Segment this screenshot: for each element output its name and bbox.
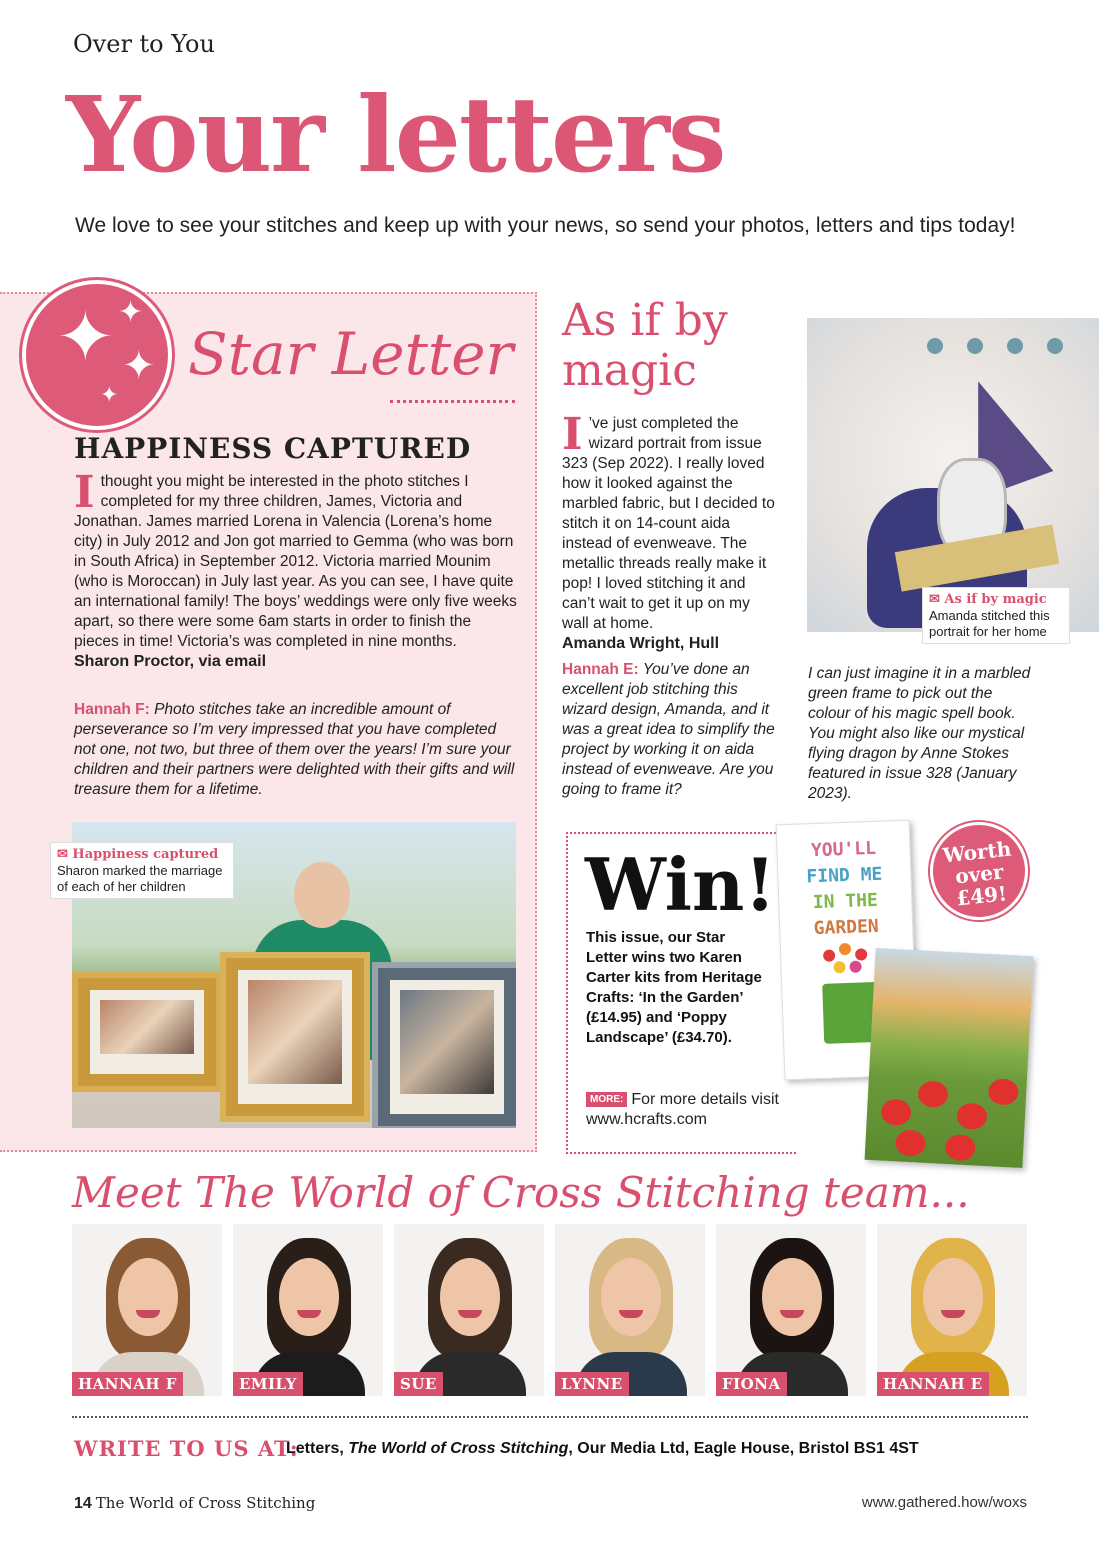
moon-icon (927, 338, 943, 354)
magic-title: As if by magic (562, 295, 728, 396)
letter-text: ’ve just completed the wizard portrait from issue 323 (Sep 2022). I really loved how it looked against the marbled fabric, but I decided to stitch it on 14-count aida instead of evenweave. The metallic threads really make it pop! I loved stitching it and can’t wait to get it up on my wall at home. (562, 415, 775, 632)
team-row (72, 1224, 1028, 1396)
write-to-us-address: Letters, The World of Cross Stitching, Our Media Ltd, Eagle House, Bristol BS1 4ST (286, 1440, 919, 1457)
team-member (72, 1224, 222, 1396)
editor-reply (562, 660, 780, 800)
standfirst: We love to see your stitches and keep up with your news, so send your photos, letters and tips today! (75, 214, 1016, 237)
reply-name: Hannah F: (74, 701, 150, 718)
team-title: Meet The World of Cross Stitching team... (72, 1168, 970, 1217)
worth-badge: Worth over £49! (925, 817, 1033, 925)
reply-text: Photo stitches take an incredible amount of perseverance so I’m very impressed that you have completed not one, not two, but three of them over the years! I’m sure your children and their partners were delighted with their gifts and will treasure them for a lifetime. (74, 701, 515, 798)
win-title: Win! (585, 842, 776, 927)
caption-title: Happiness captured (72, 847, 219, 862)
letter-signature: Sharon Proctor, via email (74, 653, 267, 670)
footer-page-info (74, 1494, 315, 1513)
framed-portrait (372, 962, 516, 1128)
team-member (877, 1224, 1027, 1396)
reply-name: Hannah E: (562, 661, 639, 678)
reply-text: You’ve done an excellent job stitching this wizard design, Amanda, and it was a great idea to simplify the project by working it on aida instead of evenweave. Are you going to frame it? (562, 661, 775, 798)
photo-caption (50, 842, 234, 899)
team-member (394, 1224, 544, 1396)
avatar (440, 1258, 500, 1336)
win-text: This issue, our Star Letter wins two Karen Carter kits from Heritage Crafts: ‘In the Garden’ (£14.95) and ‘Poppy Landscape’ (£34.70). (586, 929, 762, 1046)
more-text[interactable]: For more details visit www.hcrafts.com (586, 1091, 779, 1128)
letter-signature: Amanda Wright, Hull (562, 635, 720, 652)
avatar (601, 1258, 661, 1336)
drop-cap: I (562, 409, 583, 460)
editor-reply (74, 700, 520, 800)
more-tag: MORE: (586, 1092, 627, 1107)
envelope-icon: ✉ (929, 592, 945, 607)
team-member (555, 1224, 705, 1396)
letter-title: HAPPINESS CAPTURED (74, 432, 472, 465)
framed-portrait (220, 952, 370, 1122)
member-name: LYNNE (555, 1372, 629, 1396)
avatar (923, 1258, 983, 1336)
magic-letter-body (562, 409, 780, 654)
member-name: SUE (394, 1372, 443, 1396)
dotted-divider (72, 1416, 1028, 1418)
footer-url[interactable]: www.gathered.how/woxs (861, 1494, 1027, 1511)
member-name: EMILY (233, 1372, 303, 1396)
photo-caption (922, 587, 1070, 644)
framed-portrait (72, 972, 222, 1092)
star-letter-heading: Star Letter (188, 320, 514, 388)
team-member (233, 1224, 383, 1396)
drop-cap: I (74, 467, 95, 518)
member-name: FIONA (716, 1372, 787, 1396)
avatar (762, 1258, 822, 1336)
member-name: HANNAH F (72, 1372, 183, 1396)
write-to-us-label: WRITE TO US AT: (74, 1436, 299, 1461)
star-badge-icon: ✦ ✦ ✦ ✦ (22, 280, 172, 430)
more-info (586, 1090, 791, 1130)
page-title: Your letters (66, 73, 725, 196)
member-name: HANNAH E (877, 1372, 989, 1396)
letter-text: thought you might be interested in the photo stitches I completed for my three children, James, Victoria and Jonathan. James married Lorena in Valencia (Lorena’s home city) in July 2012 and Jon got married to Gemma (who was born in South Africa) in September 2012. Victoria married Mounim (who is Moroccan) in July last year. As you can see, I have quite an international family! The boys’ weddings were only five weeks apart, so there were some 6am starts in order to finish the pieces in time! Victoria’s was completed in nine months. (74, 473, 517, 650)
poppy-kit-image (865, 948, 1034, 1168)
page-number: 14 (74, 1495, 92, 1512)
reply-continued: I can just imagine it in a marbled green frame to pick out the colour of his magic spell book. You might also like our mystical flying dragon by Anne Stokes featured in issue 328 (January 2023). (808, 665, 1031, 802)
moon-icon (967, 338, 983, 354)
star-letter-body (74, 467, 520, 672)
avatar (118, 1258, 178, 1336)
kit-text: YOU'LL FIND ME IN THE GARDEN (806, 837, 883, 940)
flowers-icon (819, 942, 880, 984)
moon-icon (1007, 338, 1023, 354)
wizard-cross-stitch-photo (807, 318, 1099, 632)
caption-title: As if by magic (944, 592, 1047, 607)
caption-text: Amanda stitched this portrait for her home (929, 608, 1050, 639)
caption-text: Sharon marked the marriage of each of her children (57, 863, 223, 894)
team-member (716, 1224, 866, 1396)
dotted-divider (390, 400, 515, 403)
section-kicker: Over to You (73, 30, 215, 58)
moon-icon (1047, 338, 1063, 354)
envelope-icon: ✉ (57, 847, 73, 862)
avatar (279, 1258, 339, 1336)
footer-magazine: The World of Cross Stitching (95, 1494, 316, 1512)
